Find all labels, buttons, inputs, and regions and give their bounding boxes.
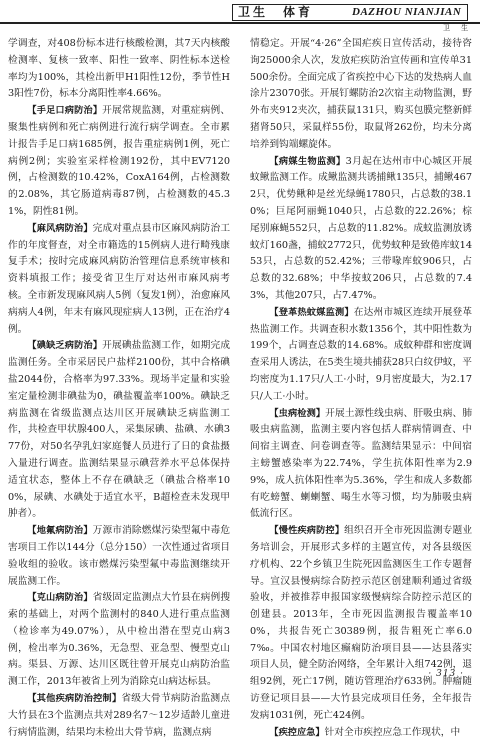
paragraph-heading: 【克山病防治】 — [27, 592, 93, 604]
paragraph: 【手足口病防治】开展常规监测，对重症病例、聚集性病例和死亡病例进行流行病学调查。全市累计报告手足口病1685例，报告重症病例1例，死亡病例2例；实验室采样检测192份，其中EV7120例，占检测数的10.42%，CoxA164例，占检测数的2.08%，其它肠道病毒87例，占检测数的45.31%，阴性81例。 — [8, 105, 231, 217]
header-rule — [0, 22, 480, 24]
paragraph: 【慢性疾病防控】组织召开全市死因监测专题业务培训会，开展形式多样的主题宣传，对各县级医疗机构、22个乡镇卫生院死因监测医生工作专题督导。宣汉县慢病综合防控示范区创建顺利通过省级验收，并被推荐申报国家级慢病综合防控示范区的创建县。2013年，全市死因监测报告覆盖率100%，共报告死亡30389例，报告粗死亡率6.07‰。中国农村地区癫痫防治项目县——达县落实项目人员，健全防治网络，全年累计入组742例，退组92例，死亡17例，随访管理治疗633例。肿瘤随访登记项目县——大竹县完成项目任务，全年报告发病1031例，死亡424例。 — [250, 525, 473, 721]
paragraph-heading: 【登革热蚊媒监测】 — [269, 306, 354, 318]
paragraph: 【虫病检测】开展土源性线虫病、肝吸虫病、肺吸虫病监测，监测主要内容包括人群病情调查、中间宿主调查、问卷调查等。监测结果显示：中间宿主螃蟹感染率为22.74%，学生抗体阳性率为2.99%，成人抗体阳性率为5.36%，学生和成人多数都有吃螃蟹、蝲蝲蟹、喝生水等习惯，均为肺吸虫病低流行区。 — [250, 407, 473, 520]
section-title: 卫生 体育 — [238, 5, 314, 19]
paragraph-heading: 【地氟病防治】 — [27, 525, 93, 537]
paragraph-heading: 【其他疾病防治控制】 — [27, 693, 122, 705]
paragraph-heading: 【病媒生物监测】 — [269, 155, 346, 167]
subsection-label: 卫 生 — [443, 24, 470, 32]
paragraph: 【碘缺乏病防治】开展碘盐监测工作，如期完成监测任务。全市采居民户盐样2100份，其中合格碘盐2044份，合格率为97.33%。现场半定量和实验室定量检测非碘盐为0，碘盐覆盖率100%。碘缺乏病监测在省级监测点达川区开展碘缺乏病监测工作，共检查甲状腺400人，采集尿碘、盐碘、水碘377份，对50名孕乳妇家庭餐人员进行了日的食盐摄入量进行调查。监测结果显示碘营养水平总体保持适宜状态，整体上不存在碘缺乏（碘盐合格率100%，尿碘、水碘处于适宜水平，B超检查未发现甲肿者）。 — [8, 340, 231, 520]
paragraph-heading: 【慢性疾病防控】 — [269, 525, 345, 537]
paragraph: 【其他疾病防治控制】省级大骨节病防治监测点大竹县在3个监测点共对289名7～12岁适龄儿童进行病情监测，结果均未检出大骨节病，监测点病 — [8, 693, 231, 738]
paragraph: 【麻风病防治】完成对重点县市区麻风病防治工作的年度督查，对全市籍选的15例病人进行畸残康复手术；按时完成麻风病防治管理信息系统审核和资料填报工作；接受省卫生厅对达州市麻风病考核。全市新发现麻风病人5例（复发1例），治愈麻风病病人4例，年末有麻风现症病人13例，正在治疗4例。 — [8, 222, 231, 335]
paragraph-heading: 【麻风病防治】 — [27, 222, 93, 234]
paragraph: 学调查，对408份标本进行核酸检测，其7天内核酸检测率、复核一致率、阳性一致率、阴性标本送检率均为100%，其检出新甲H1阳性12份，季节性H3阳性7份，标本分离阳性率4.66%。 — [8, 38, 230, 100]
paragraph: 情稳定。开展“4·26”全国疟疾日宣传活动，接待咨询25000余人次，发放疟疾防治宣传画和宣传单31500余份。全面完成了省疾控中心下达的发热病人血涂片23070张。开展钉螺防治2次宿主动物监测，野外布夹912夹次，捕获鼠131只，购买包膜完整新鲜猪肾50只，采鼠样55份，取鼠肾262份，均未分离培养到钩端螺旋体。 — [250, 38, 472, 150]
page-number: · 313 · — [428, 669, 464, 679]
page-header — [0, 0, 480, 34]
right-column — [250, 36, 472, 741]
paragraph: 【疾控应急】针对全市疾控应急工作现状，中 — [269, 726, 461, 738]
paragraph: 【病媒生物监测】3月起在达州市中心城区开展蚊鳅监测工作。成鳅监测共诱捕鳅135只，捕鳅4672只，优势鳅种是丝光绿蝇1780只，占总数的38.10%；巨尾阿丽蝇1040只，占总数的22.26%；棕尾别麻蝇552只，占总数的11.82%。成蚊监测放诱蚊灯160盏，捕蚊2772只，优势蚊种是致倦库蚊1453只，占总数的52.42%；三带喙库蚊906只，占总数的32.68%；中华按蚊206只，占总数的7.43%，其他207只，占7.47%。 — [250, 155, 473, 301]
paragraph-heading: 【碘缺乏病防治】 — [27, 340, 103, 352]
paragraph-heading: 【手足口病防治】 — [27, 105, 103, 117]
journal-name: DAZHOU NIANJIAN — [352, 6, 462, 18]
left-column — [8, 36, 230, 741]
paragraph: 【登革热蚊媒监测】在达州市城区连续开展登革热监测工作。共调查积水数1356个，其中阳性数为199个，占调查总数的14.68%。成蚊种群和密度调查采用人诱法，在5类生境共捕获28只白纹伊蚊，平均密度为1.17只/人工·小时，9月密度最大，为2.17只/人工·小时。 — [250, 306, 473, 402]
paragraph-heading: 【虫病检测】 — [269, 407, 326, 419]
paragraph-heading: 【疾控应急】 — [269, 726, 325, 738]
paragraph: 【地氟病防治】万源市消除燃煤污染型氟中毒危害项目工作以144分（总分150）一次性通过省项目验收组的验收。该市燃煤污染型氟中毒监测继续开展监测工作。 — [8, 525, 231, 587]
paragraph: 【克山病防治】省级固定监测点大竹县在病例搜索的基础上，对两个监测村的840人进行重点监测（检诊率为49.07%），从中检出潜在型克山病3例，检出率为0.36%，无急型、亚急型、慢型克山病。渠县、万源、达川区既往曾开展克山病防治监测工作，2013年被省上列为消除克山病达标县。 — [8, 592, 231, 688]
